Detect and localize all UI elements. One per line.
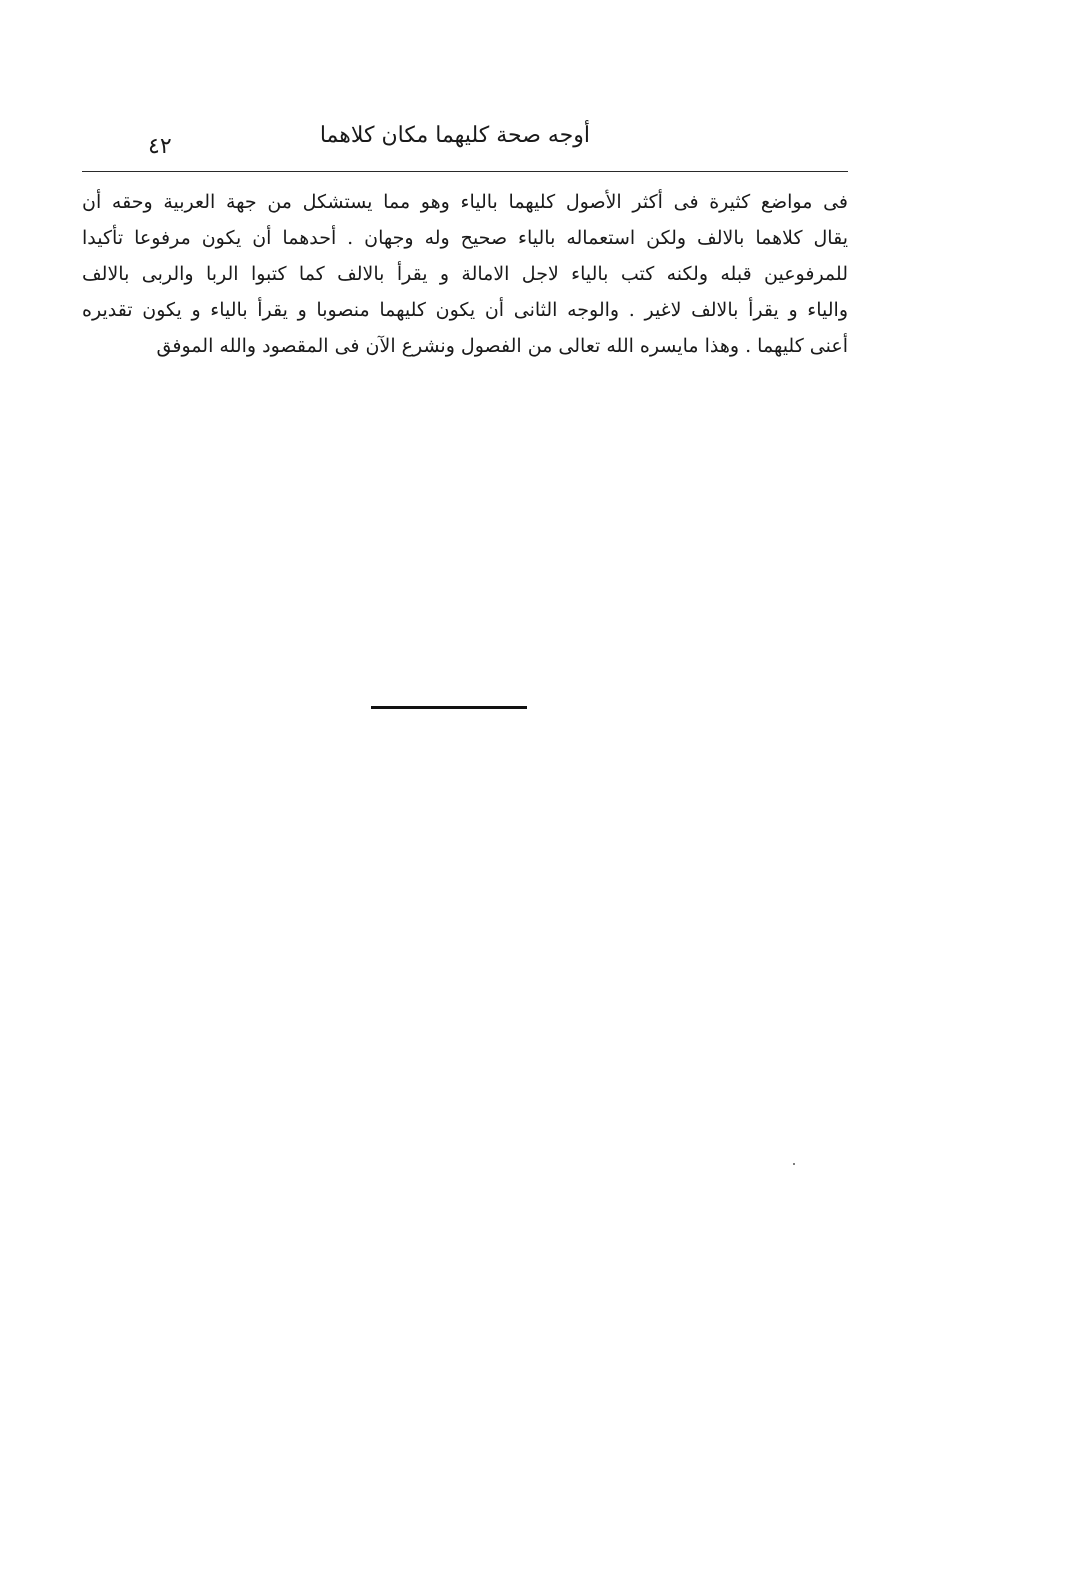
paper-speck xyxy=(793,1163,795,1165)
header-rule xyxy=(82,171,848,172)
text-line: فى مواضع كثيرة فى أكثر الأصول كليهما بالياء وهو مما يستشكل من جهة العربية وحقه أن xyxy=(82,191,848,213)
text-line: للمرفوعين قبله ولكنه كتب بالياء لاجل الامالة و يقرأ بالالف كما كتبوا الربا والربى بالالف xyxy=(82,263,848,285)
text-line: والياء و يقرأ بالالف لاغير . والوجه الثانى أن يكون كليهما منصوبا و يقرأ بالياء و يكون تقديره xyxy=(82,299,848,321)
running-title: أوجه صحة كليهما مكان كلاهما xyxy=(319,123,590,148)
text-line: أعنى كليهما . وهذا مايسره الله تعالى من الفصول ونشرع الآن فى المقصود والله الموفق xyxy=(156,335,848,357)
section-end-rule xyxy=(371,706,527,709)
body-text xyxy=(82,184,848,364)
running-head xyxy=(80,118,850,158)
text-line: يقال كلاهما بالالف ولكن استعماله بالياء صحيح وله وجهان . أحدهما أن يكون مرفوعا تأكيدا xyxy=(82,227,848,249)
page-number: ٤٢ xyxy=(148,134,172,159)
